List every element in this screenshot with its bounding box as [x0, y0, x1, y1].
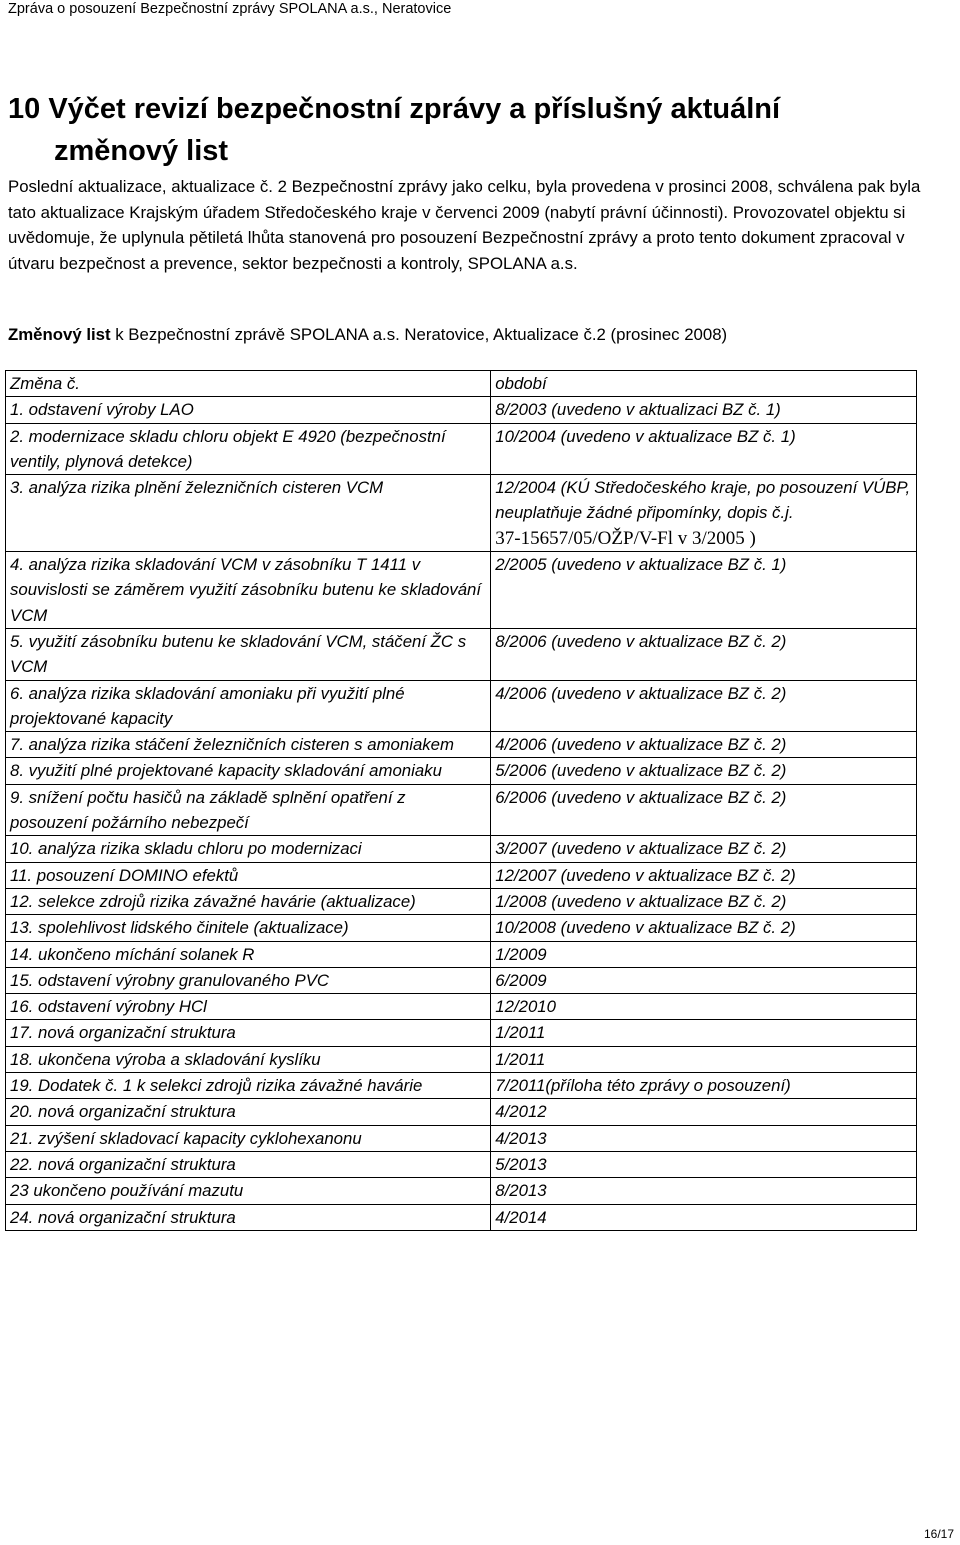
period-text: 4/2012: [495, 1102, 547, 1122]
period-text: 3/2007 (uvedeno v aktualizace BZ č. 2): [495, 839, 787, 859]
period-text: 8/2006 (uvedeno v aktualizace BZ č. 2): [495, 631, 787, 651]
change-cell: 16. odstavení výrobny HCl: [6, 994, 491, 1020]
table-row: [6, 732, 917, 758]
table-row: [6, 994, 917, 1020]
period-cell: [491, 1204, 917, 1230]
table-row: [6, 967, 917, 993]
period-text: 6/2006 (uvedeno v aktualizace BZ č. 2): [495, 787, 787, 807]
period-text: 4/2014: [495, 1207, 547, 1227]
table-row: [6, 1125, 917, 1151]
table-row: [6, 1204, 917, 1230]
table-row: [6, 941, 917, 967]
period-cell: [491, 732, 917, 758]
change-cell: 5. využití zásobníku butenu ke skladování VCM, stáčení ŽC s VCM: [6, 628, 491, 680]
intro-paragraph: Poslední aktualizace, aktualizace č. 2 Bezpečnostní zprávy jako celku, byla provedena v prosinci 2008, schválena pak byla tato aktualizace Krajským úřadem Středočeského kraje v červenci 2009 (nabytí právní účinnosti). Provozovatel objektu si uvědomuje, že uplynula pětiletá lhůta stanovená pro posouzení Bezpečnostní zprávy a proto tento dokument zpracoval v útvaru bezpečnost a prevence, sektor bezpečnosti a kontroly, SPOLANA a.s.: [8, 177, 921, 273]
table-row: [6, 475, 917, 552]
period-text: 7/2011(příloha této zprávy o posouzení): [495, 1076, 791, 1096]
change-cell: 13. spolehlivost lidského činitele (aktualizace): [6, 915, 491, 941]
change-cell: 23 ukončeno používání mazutu: [6, 1178, 491, 1204]
table-row: [6, 1020, 917, 1046]
table-row: [6, 397, 917, 423]
change-cell: 12. selekce zdrojů rizika závažné havárie (aktualizace): [6, 888, 491, 914]
change-cell: 11. posouzení DOMINO efektů: [6, 862, 491, 888]
change-cell: 19. Dodatek č. 1 k selekci zdrojů rizika závažné havárie: [6, 1073, 491, 1099]
period-cell: [491, 552, 917, 629]
period-cell: [491, 397, 917, 423]
period-cell: [491, 1020, 917, 1046]
change-cell: 17. nová organizační struktura: [6, 1020, 491, 1046]
period-cell: [491, 423, 917, 475]
table-row: [6, 1099, 917, 1125]
period-text: 8/2003 (uvedeno v aktualizaci BZ č. 1): [495, 400, 781, 420]
change-list-title-rest: k Bezpečnostní zprávě SPOLANA a.s. Neratovice, Aktualizace č.2 (prosinec 2008): [110, 325, 728, 344]
header-period: období: [491, 371, 917, 397]
table-row: [6, 680, 917, 732]
change-cell: 9. snížení počtu hasičů na základě splnění opatření z posouzení požárního nebezpečí: [6, 784, 491, 836]
period-text: 2/2005 (uvedeno v aktualizace BZ č. 1): [495, 555, 787, 575]
period-cell: [491, 915, 917, 941]
change-cell: 3. analýza rizika plnění železničních cisteren VCM: [6, 475, 491, 552]
period-cell: [491, 1099, 917, 1125]
period-text: 12/2010: [495, 997, 556, 1017]
period-text: 1/2008 (uvedeno v aktualizace BZ č. 2): [495, 891, 787, 911]
change-cell: 21. zvýšení skladovací kapacity cyklohexanonu: [6, 1125, 491, 1151]
table-row: [6, 1178, 917, 1204]
change-cell: 2. modernizace skladu chloru objekt E 4920 (bezpečnostní ventily, plynová detekce): [6, 423, 491, 475]
change-cell: 14. ukončeno míchání solanek R: [6, 941, 491, 967]
period-cell: [491, 1151, 917, 1177]
table-row: [6, 758, 917, 784]
period-cell: [491, 758, 917, 784]
section-heading-line-1: 10 Výčet revizí bezpečnostní zprávy a příslušný aktuální: [8, 93, 781, 125]
period-cell: [491, 475, 917, 552]
period-cell: [491, 1178, 917, 1204]
period-text: 12/2004 (KÚ Středočeského kraje, po posouzení VÚBP, neuplatňuje žádné připomínky, dopis č.j.: [495, 478, 911, 523]
table-row: [6, 423, 917, 475]
period-cell: [491, 967, 917, 993]
table-row: [6, 784, 917, 836]
period-cell: [491, 1125, 917, 1151]
period-text: 5/2013: [495, 1154, 547, 1174]
period-text: 8/2013: [495, 1181, 547, 1201]
period-text: 5/2006 (uvedeno v aktualizace BZ č. 2): [495, 761, 787, 781]
period-text: 1/2009: [495, 944, 547, 964]
change-cell: 6. analýza rizika skladování amoniaku při využití plné projektované kapacity: [6, 680, 491, 732]
table-row: [6, 888, 917, 914]
period-text: 4/2006 (uvedeno v aktualizace BZ č. 2): [495, 683, 787, 703]
table-row: [6, 1151, 917, 1177]
change-list-title: [8, 323, 948, 347]
table-row: [6, 552, 917, 629]
table-row: [6, 915, 917, 941]
change-cell: 7. analýza rizika stáčení železničních cisteren s amoniakem: [6, 732, 491, 758]
change-cell: 15. odstavení výrobny granulovaného PVC: [6, 967, 491, 993]
period-text: 10/2008 (uvedeno v aktualizace BZ č. 2): [495, 918, 796, 938]
change-cell: 8. využití plné projektované kapacity skladování amoniaku: [6, 758, 491, 784]
table-row: [6, 836, 917, 862]
table-row: [6, 1073, 917, 1099]
change-cell: 10. analýza rizika skladu chloru po modernizaci: [6, 836, 491, 862]
period-cell: [491, 628, 917, 680]
period-cell: [491, 1073, 917, 1099]
period-cell: [491, 888, 917, 914]
period-cell: [491, 862, 917, 888]
change-cell: 22. nová organizační struktura: [6, 1151, 491, 1177]
change-list-table: [5, 370, 917, 1231]
period-text: 4/2013: [495, 1128, 547, 1148]
change-cell: 24. nová organizační struktura: [6, 1204, 491, 1230]
period-cell: [491, 941, 917, 967]
period-text: 12/2007 (uvedeno v aktualizace BZ č. 2): [495, 865, 796, 885]
period-text: 4/2006 (uvedeno v aktualizace BZ č. 2): [495, 735, 787, 755]
change-cell: 20. nová organizační struktura: [6, 1099, 491, 1125]
table-row: [6, 862, 917, 888]
period-text: 10/2004 (uvedeno v aktualizace BZ č. 1): [495, 426, 796, 446]
period-text: 1/2011: [495, 1049, 546, 1069]
header-change-number: Změna č.: [6, 371, 491, 397]
period-text: 6/2009: [495, 970, 547, 990]
change-cell: 18. ukončena výroba a skladování kyslíku: [6, 1046, 491, 1072]
change-list-title-bold: Změnový list: [8, 325, 111, 344]
change-cell: 1. odstavení výroby LAO: [6, 397, 491, 423]
section-heading-line-2: změnový list: [54, 135, 229, 167]
period-cell: [491, 994, 917, 1020]
period-cell: [491, 1046, 917, 1072]
table-row: [6, 1046, 917, 1072]
table-row: [6, 628, 917, 680]
page-number: 16/17: [923, 1527, 954, 1541]
section-heading: [8, 88, 938, 172]
change-cell: 4. analýza rizika skladování VCM v zásobníku T 1411 v souvislosti se záměrem využití zásobníku butenu ke skladování VCM: [6, 552, 491, 629]
running-header: Zpráva o posouzení Bezpečnostní zprávy SPOLANA a.s., Neratovice: [8, 1, 452, 17]
table-header-row: [6, 371, 917, 397]
period-cell: [491, 784, 917, 836]
period-cell: [491, 680, 917, 732]
period-text: 1/2011: [495, 1023, 546, 1043]
period-reference: 37-15657/05/OŽP/V-Fl v 3/2005 ): [495, 527, 756, 549]
period-cell: [491, 836, 917, 862]
